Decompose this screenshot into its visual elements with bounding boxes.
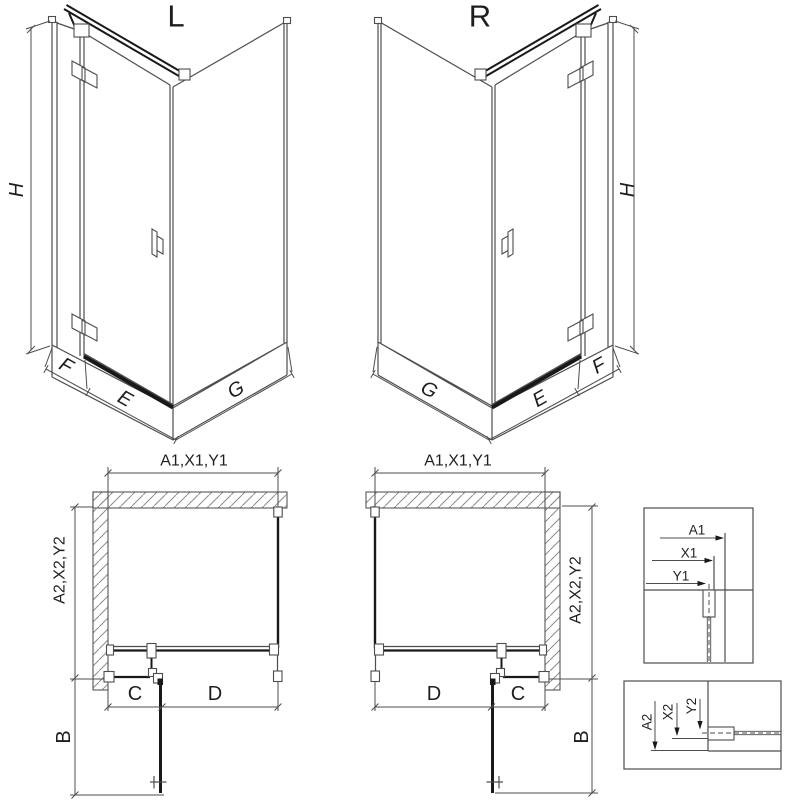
plan-view-right xyxy=(366,453,598,797)
label-fixed-right: C xyxy=(510,683,526,705)
label-panel-left: G xyxy=(223,376,249,404)
label-door-right: E xyxy=(528,386,552,412)
bar-bracket xyxy=(74,24,89,37)
label-depth-left: A2,X2,Y2 xyxy=(51,536,69,604)
view-title-left: L xyxy=(167,0,185,34)
label-swing-right: B xyxy=(571,730,593,744)
label-x1: X1 xyxy=(680,545,698,561)
label-door-width-right: D xyxy=(426,683,442,705)
wall-side-left-plan xyxy=(93,492,108,690)
door-handle xyxy=(152,229,163,257)
label-door-left: E xyxy=(113,386,137,412)
detail-view-depth xyxy=(624,681,781,769)
dim-height-lines xyxy=(26,21,50,354)
plan-view-left xyxy=(52,453,288,799)
wall-top-left-plan xyxy=(93,492,287,508)
label-width-left: A1,X1,Y1 xyxy=(160,452,228,470)
label-a1: A1 xyxy=(688,522,706,538)
view-title-right: R xyxy=(468,0,492,34)
label-height-left: H xyxy=(6,182,28,198)
label-x2: X2 xyxy=(660,703,676,721)
closing-profile xyxy=(274,671,283,682)
label-y2: Y2 xyxy=(684,697,699,715)
iso-view-right xyxy=(371,0,639,444)
plan-hardware xyxy=(104,507,282,793)
label-door-width-left: D xyxy=(207,683,223,705)
label-width-right: A1,X1,Y1 xyxy=(424,452,492,470)
dim-swing-lines-left xyxy=(70,679,164,799)
label-swing-left: B xyxy=(53,730,75,744)
label-panel-right: G xyxy=(416,376,442,404)
bar-clamp xyxy=(179,69,190,80)
label-side-left: F xyxy=(55,353,77,379)
label-height-right: H xyxy=(617,182,639,198)
label-side-right: F xyxy=(588,353,610,379)
label-fixed-left: C xyxy=(127,683,143,705)
label-depth-right: A2,X2,Y2 xyxy=(567,556,585,624)
wall-side-right-plan xyxy=(545,492,560,690)
iso-view-left xyxy=(6,0,294,444)
label-y1: Y1 xyxy=(672,568,690,584)
wall-top-right-plan xyxy=(366,492,560,508)
handle-plan xyxy=(150,776,167,789)
wall-profile-plan xyxy=(104,672,114,683)
detail-view-width xyxy=(644,508,753,663)
label-a2: A2 xyxy=(639,713,655,731)
